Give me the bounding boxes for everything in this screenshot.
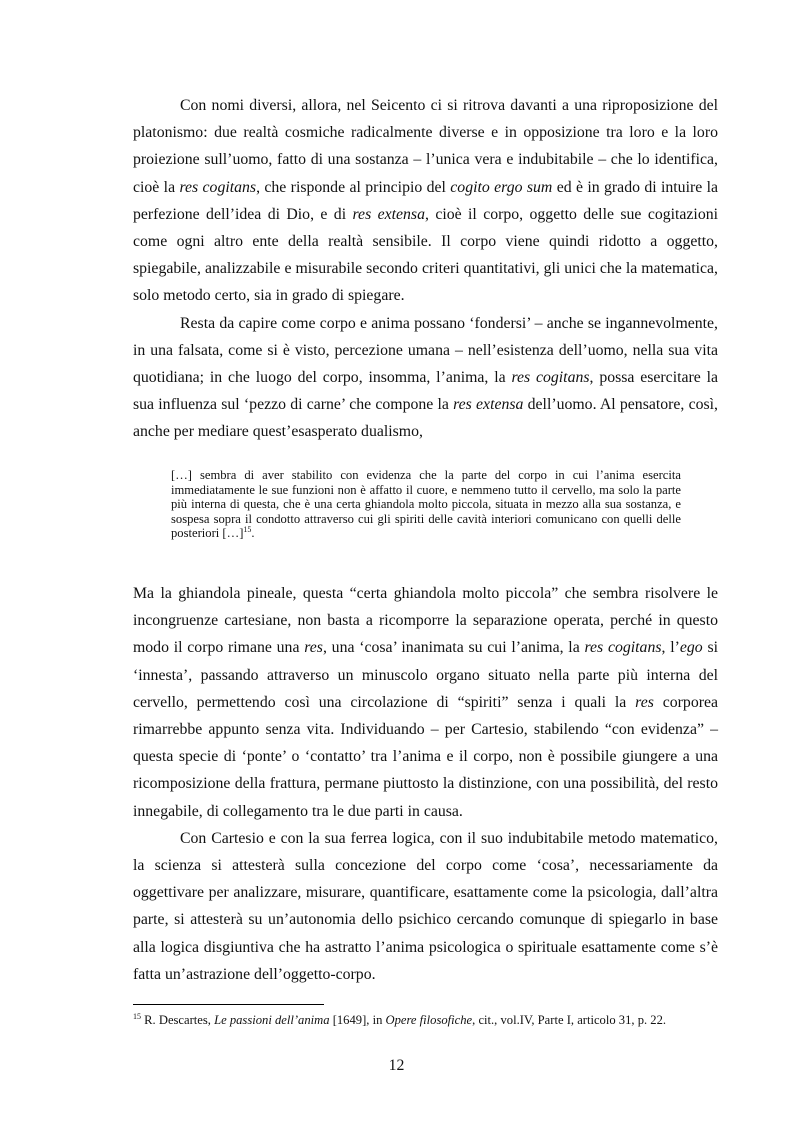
paragraph-2 <box>133 310 718 446</box>
text-run: [1649], in <box>329 1013 386 1027</box>
body-text-upper <box>133 92 718 446</box>
text-run: , una ‘cosa’ inanimata su cui l’anima, la <box>322 639 585 657</box>
text-run: Con nomi diversi, allora, nel Seicento ci si ritrova davanti a una riproposizione del platonismo: due realtà cosmiche radicalmente diverse e in opposizione tra loro e la loro proiezione sull’uomo, fatto di una sostanza – l’unica vera e indubitabile – che lo identifica, cioè la <box>133 97 718 196</box>
italic-run: res cogitans <box>584 639 662 657</box>
text-run: , cioè il corpo, oggetto delle sue cogitazioni come ogni altro ente della realtà sensibile. Il corpo viene quindi ridotto a oggetto, spiegabile, analizzabile e misurabile secondo criteri quantitativi, gli unici che la matematica, solo metodo certo, sia in grado di spiegare. <box>133 205 718 305</box>
paragraph-1 <box>133 92 718 310</box>
text-run: , l’ <box>661 639 680 657</box>
italic-run: res extensa <box>352 205 425 223</box>
body-text-lower <box>133 580 718 988</box>
italic-run: res cogitans <box>511 369 590 387</box>
text-run: Con Cartesio e con la sua ferrea logica, con il suo indubitabile metodo matematico, la scienza si attesterà sulla concezione del corpo come ‘cosa’, necessariamente da oggettivare per analizzare, misurare, quantificare, esattamente come la psicologia, dall’altra parte, si attesterà su un’autonomia dello psichico cercando comunque di spiegarlo in base alla logica disgiuntiva che ha astratto l’anima psicologica o spirituale esattamente come s’è fatta un’astrazione dell’oggetto-corpo. <box>133 829 718 983</box>
footnote <box>133 1012 733 1028</box>
footnote-text <box>141 1013 666 1027</box>
text-run: Resta da capire come corpo e anima possano ‘fondersi’ – anche se ingannevolmente, in una falsata, come si è visto, percezione umana – nell’esistenza dell’uomo, nella sua vita quotidiana; in che luogo del corpo, insomma, l’anima, la <box>133 314 718 387</box>
italic-run: res <box>304 639 323 657</box>
text-run: , che risponde al principio del <box>256 178 451 196</box>
footnote-number: 15 <box>133 1011 141 1021</box>
text-run: ed è in grado di intuire la perfezione dell’idea di Dio, e di <box>133 178 719 223</box>
text-run: si ‘innesta’, passando attraverso un minuscolo organo situato nella parte più interna del cervello, permettendo così una circolazione di “spiriti” senza i quali la <box>133 639 718 711</box>
italic-run: res cogitans <box>179 178 257 196</box>
italic-run: ego <box>679 639 703 657</box>
footnote-reference[interactable]: 15 <box>243 525 252 535</box>
paragraph-3 <box>133 580 718 825</box>
text-run: dell’uomo. Al pensatore, così, anche per mediare quest’esasperato dualismo, <box>133 396 718 441</box>
quote-end: . <box>251 526 255 541</box>
italic-run: Le passioni dell’anima <box>214 1013 330 1027</box>
paragraph-4 <box>133 825 718 988</box>
italic-run: res <box>635 693 654 711</box>
block-quote <box>171 468 681 541</box>
page-number: 12 <box>388 1057 405 1074</box>
italic-run: cogito ergo sum <box>450 178 553 196</box>
text-run: corporea rimarrebbe appunto senza vita. Individuando – per Cartesio, stabilendo “con evidenza” – questa specie di ‘ponte’ o ‘contatto’ tra l’anima e il corpo, non è possibile giungere a una ricomposizione della frattura, permane piuttosto la distinzione, con una possibilità, del resto innegabile, di collegamento tra le due parti in causa. <box>133 693 719 820</box>
text-run: R. Descartes, <box>141 1013 215 1027</box>
quote-text: […] sembra di aver stabilito con evidenza che la parte del corpo in cui l’anima esercita immediatamente le sue funzioni non è affatto il cuore, e nemmeno tutto il cervello, ma solo la parte più interna di questa, che è una certa ghiandola molto piccola, situata in mezzo alla sua sostanza, e sospesa sopra il condotto attraverso cui gli spiriti delle cavità interiori comunicano con quelli delle posteriori […] <box>171 468 681 541</box>
italic-run: Opere filosofiche <box>385 1013 473 1027</box>
text-run: , cit., vol.IV, Parte I, articolo 31, p. 22. <box>472 1013 667 1027</box>
italic-run: res extensa <box>453 396 524 414</box>
text-run: Ma la ghiandola pineale, questa “certa ghiandola molto piccola” che sembra risolvere le incongruenze cartesiane, non basta a ricomporre la separazione operata, perché in questo modo il corpo rimane una <box>133 585 718 657</box>
footnote-separator <box>133 1004 324 1005</box>
text-run: , possa esercitare la sua influenza sul ‘pezzo di carne’ che compone la <box>133 369 718 414</box>
